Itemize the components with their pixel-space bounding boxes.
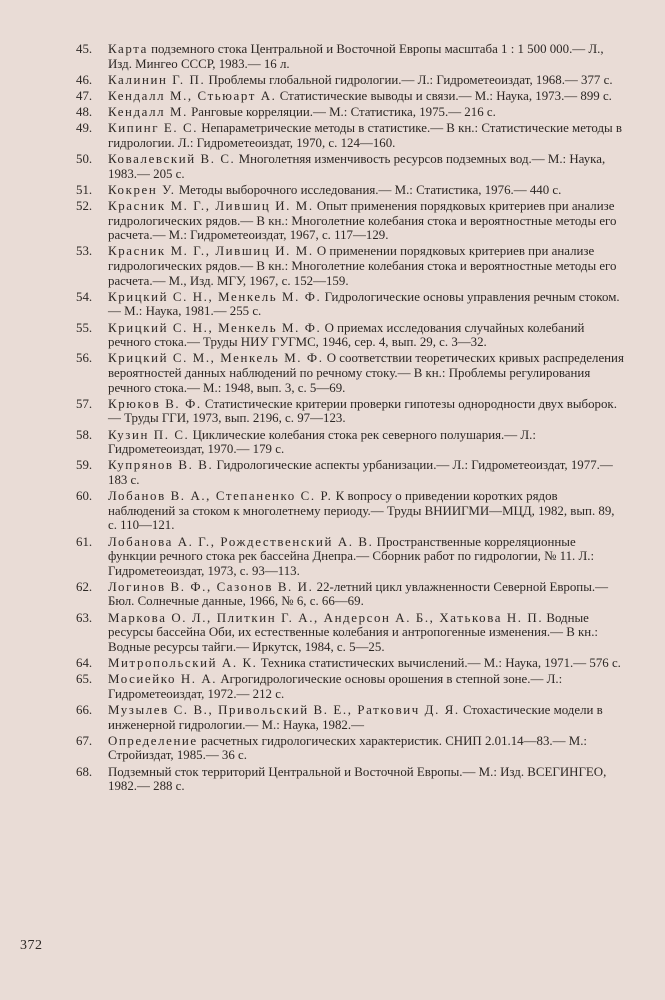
reference-entry	[76, 73, 624, 88]
reference-entry	[76, 152, 624, 181]
reference-number: 63.	[76, 610, 93, 625]
reference-authors: Кендалл М., Стьюарт А.	[108, 88, 277, 103]
reference-entry	[76, 458, 624, 487]
reference-authors: Лобанов В. А., Степаненко С. Р.	[108, 489, 333, 504]
reference-entry	[76, 105, 624, 120]
reference-text: О применении порядковых критериев при анализе гидрологических рядов.— В кн.: Многолетние колебания стока и вероятностные методы его расчета.— М., Изд. МГУ, 1967, с. 152—159.	[108, 244, 617, 288]
reference-entry	[76, 244, 624, 288]
reference-authors: Мосиейко Н. А.	[108, 672, 218, 687]
reference-authors: Логинов В. Ф., Сазонов В. И.	[108, 579, 314, 594]
reference-authors: Кипинг Е. С.	[108, 121, 199, 136]
reference-entry	[76, 89, 624, 104]
reference-text: Опыт применения порядковых критериев при анализе гидрологических рядов.— В кн.: Многолетние колебания стока и вероятностные методы его расчета.— М.: Гидрометеоиздат, 1967, с. 117—129.	[108, 199, 617, 243]
reference-authors: Крицкий С. М., Менкель М. Ф.	[108, 351, 324, 366]
reference-list	[76, 42, 624, 795]
reference-entry	[76, 580, 624, 609]
reference-entry	[76, 656, 624, 671]
reference-authors: Красник М. Г., Лившиц И. М.	[108, 244, 314, 259]
reference-authors: Кузин П. С.	[108, 427, 190, 442]
reference-entry	[76, 290, 624, 319]
reference-number: 49.	[76, 121, 93, 136]
reference-number: 68.	[76, 764, 93, 779]
reference-entry	[76, 428, 624, 457]
reference-entry	[76, 351, 624, 395]
reference-authors: Митропольский А. К.	[108, 656, 258, 671]
reference-text: Подземный сток территорий Центральной и Восточной Европы.— М.: Изд. ВСЕГИНГЕО, 1982.— 288 с.	[108, 764, 607, 794]
reference-entry	[76, 183, 624, 198]
reference-text: О приемах исследования случайных колебаний речного стока.— Труды НИУ ГУГМС, 1946, сер. 4, вып. 29, с. 3—32.	[108, 320, 585, 350]
reference-text: Техника статистических вычислений.— М.: Наука, 1971.— 576 с.	[257, 656, 621, 671]
reference-text: О соответствии теоретических кривых распределения вероятностей данных наблюдений по речному стоку.— В кн.: Проблемы регулирования речного стока.— М.: 1948, вып. 3, с. 5—69.	[108, 351, 624, 395]
page-number: 372	[20, 938, 43, 953]
reference-authors: Определение	[108, 733, 198, 748]
reference-text: Гидрологические аспекты урбанизации.— Л.: Гидрометеоиздат, 1977.— 183 с.	[108, 458, 613, 487]
reference-text: Циклические колебания стока рек северного полушария.— Л.: Гидрометеоиздат, 1970.— 179 с.	[108, 427, 536, 457]
reference-text: Проблемы глобальной гидрологии.— Л.: Гидрометеоиздат, 1968.— 377 с.	[205, 72, 613, 87]
reference-text: Пространственные корреляционные функции речного стока рек бассейна Днепра.— Сборник работ по гидрологии, № 11. Л.: Гидрометеоиздат, 1973, с. 93—113.	[108, 534, 595, 578]
reference-entry	[76, 734, 624, 763]
reference-number: 62.	[76, 579, 93, 594]
reference-authors: Карта	[108, 42, 148, 56]
reference-authors: Купрянов В. В.	[108, 458, 214, 473]
reference-authors: Крицкий С. Н., Менкель М. Ф.	[108, 320, 322, 335]
reference-text: расчетных гидрологических характеристик. СНИП 2.01.14—83.— М.: Стройиздат, 1985.— 36 с.	[108, 733, 588, 763]
reference-number: 66.	[76, 703, 93, 717]
reference-text: Статистические критерии проверки гипотезы однородности двух выборок.— Труды ГГИ, 1973, вып. 2196, с. 97—123.	[108, 396, 617, 426]
reference-entry	[76, 42, 624, 71]
reference-text: Непараметрические методы в статистике.— В кн.: Статистические методы в гидрологии. Л.: Гидрометеоиздат, 1970, с. 124—160.	[108, 121, 623, 150]
reference-entry	[76, 121, 624, 150]
reference-text: Водные ресурсы бассейна Оби, их естественные колебания и антропогенные изменения.— В кн.: Водные ресурсы тайги.— Иркутск, 1984, с. 5—25.	[108, 610, 599, 654]
reference-number: 64.	[76, 656, 93, 671]
reference-text: Статистические выводы и связи.— М.: Наука, 1973.— 899 с.	[276, 88, 612, 103]
reference-authors: Лобанова А. Г., Рождественский А. В.	[108, 534, 374, 549]
reference-number: 47.	[76, 88, 93, 103]
reference-number: 58.	[76, 427, 93, 442]
reference-number: 67.	[76, 733, 93, 748]
reference-number: 55.	[76, 320, 93, 335]
reference-number: 56.	[76, 351, 93, 366]
reference-text: Гидрологические основы управления речным стоком.— М.: Наука, 1981.— 255 с.	[108, 289, 620, 319]
reference-text: Методы выборочного исследования.— М.: Статистика, 1976.— 440 с.	[175, 182, 562, 197]
reference-number: 57.	[76, 396, 93, 411]
reference-number: 50.	[76, 152, 93, 167]
reference-number: 48.	[76, 105, 93, 120]
reference-text: Многолетняя изменчивость ресурсов подземных вод.— М.: Наука, 1983.— 205 с.	[108, 152, 606, 181]
reference-number: 59.	[76, 458, 93, 473]
reference-authors: Красник М. Г., Лившиц И. М.	[108, 199, 314, 214]
reference-authors: Калинин Г. П.	[108, 72, 206, 87]
reference-authors: Музылев С. В., Привольский В. Е., Раткович Д. Я.	[108, 703, 460, 717]
reference-entry	[76, 672, 624, 701]
reference-entry	[76, 199, 624, 243]
reference-text: Стохастические модели в инженерной гидрологии.— М.: Наука, 1982.—	[108, 703, 603, 732]
reference-text: подземного стока Центральной и Восточной Европы масштаба 1 : 1 500 000.— Л., Изд. Мингео СССР, 1983.— 16 л.	[108, 42, 604, 71]
reference-entry	[76, 397, 624, 426]
reference-number: 46.	[76, 72, 93, 87]
reference-authors: Маркова О. Л., Плиткин Г. А., Андерсон А. Б., Хатькова Н. П.	[108, 610, 544, 625]
reference-text: К вопросу о приведении коротких рядов наблюдений за стоком к многолетнему периоду.— Труды ВНИИГМИ—МЦД, 1982, вып. 89, с. 110—121.	[108, 489, 615, 533]
reference-text: Ранговые корреляции.— М.: Статистика, 1975.— 216 с.	[187, 105, 496, 120]
reference-authors: Ковалевский В. С.	[108, 152, 236, 167]
reference-entry	[76, 765, 624, 794]
reference-authors: Кендалл М.	[108, 105, 188, 120]
reference-entry	[76, 489, 624, 533]
reference-authors: Кокрен У.	[108, 182, 176, 197]
reference-authors: Крюков В. Ф.	[108, 396, 202, 411]
reference-entry	[76, 535, 624, 579]
reference-entry	[76, 321, 624, 350]
reference-number: 52.	[76, 199, 93, 214]
reference-number: 65.	[76, 672, 93, 687]
reference-authors: Крицкий С. Н., Менкель М. Ф.	[108, 289, 322, 304]
reference-number: 45.	[76, 42, 93, 56]
reference-entry	[76, 611, 624, 655]
reference-number: 51.	[76, 182, 93, 197]
reference-number: 53.	[76, 244, 93, 259]
reference-number: 60.	[76, 489, 93, 504]
reference-text: 22-летний цикл увлажненности Северной Европы.— Бюл. Солнечные данные, 1966, № 6, с. 66—69.	[108, 579, 608, 609]
reference-entry	[76, 703, 624, 732]
reference-text: Агрогидрологические основы орошения в степной зоне.— Л.: Гидрометеоиздат, 1972.— 212 с.	[108, 672, 563, 701]
reference-number: 61.	[76, 534, 93, 549]
reference-number: 54.	[76, 289, 93, 304]
